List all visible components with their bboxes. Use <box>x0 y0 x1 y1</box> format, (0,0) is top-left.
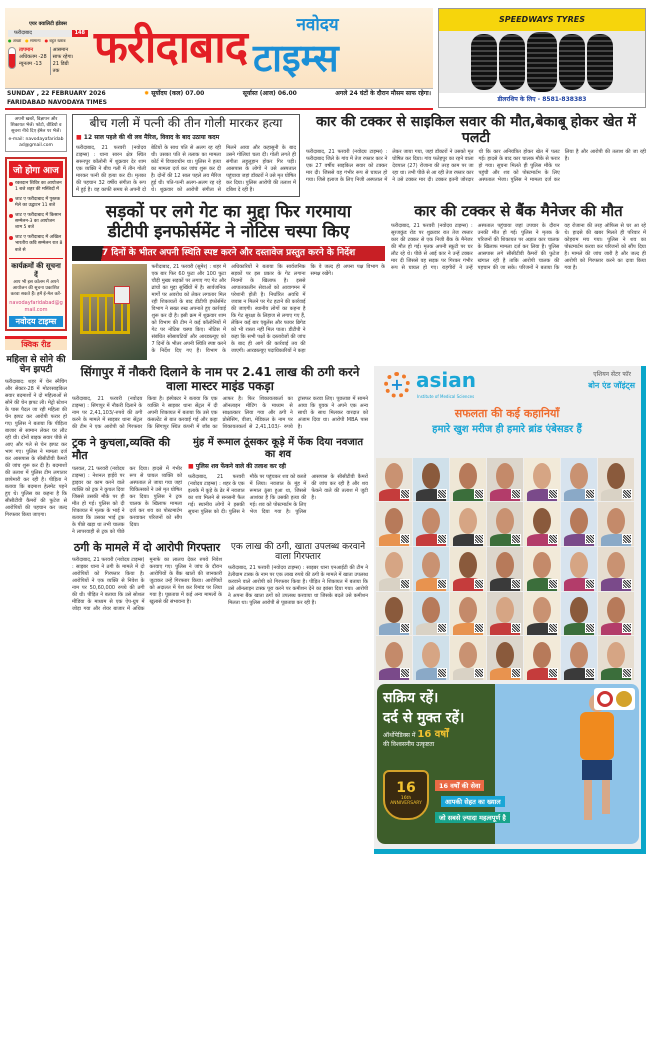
row-bottom <box>72 366 646 854</box>
patient-photo <box>561 458 597 502</box>
masthead-wrap <box>5 8 433 110</box>
aqi-legend-moderate: ● सामान्य <box>25 38 41 43</box>
patient-photo <box>413 547 449 591</box>
face <box>385 642 403 668</box>
aqi-legend-poor: ● बहुत खराब <box>44 38 66 43</box>
patient-photo <box>413 636 449 680</box>
logo-times: टाइम्स <box>252 36 339 80</box>
weather-box <box>8 21 88 75</box>
ad-tagline-1: सफलता की कई कहानियाँ <box>454 406 560 420</box>
aqi-city: फरीदाबाद <box>14 30 32 36</box>
face <box>570 597 588 623</box>
certification-seals <box>594 688 635 710</box>
patient-photo <box>450 592 486 636</box>
face <box>385 508 403 534</box>
weather-note: अगले 24 घंटों के दौरान मौसम साफ रहेगा। <box>335 90 431 97</box>
face <box>459 508 477 534</box>
qr-code-icon <box>622 579 632 589</box>
patient-photo-grid <box>376 458 634 680</box>
speedways-ad[interactable] <box>438 8 646 108</box>
baby-story <box>188 437 368 516</box>
singapore-headline: सिंगापुर में नौकरी दिलाने के नाम पर 2.41 लाख की ठगी करने वाला मास्टर माइंड पकड़ा <box>80 364 360 393</box>
qr-code-icon <box>585 579 595 589</box>
asian-hospital-ad[interactable] <box>374 366 646 854</box>
qr-code-icon <box>474 489 484 499</box>
aqi-legend-good: ● अच्छा <box>8 38 22 43</box>
qr-code-icon <box>548 534 558 544</box>
paper-name: FARIDABAD NAVODAYA TIMES <box>7 99 107 106</box>
patient-photo <box>487 592 523 636</box>
patient-photo <box>524 502 560 546</box>
face <box>607 463 625 489</box>
tyres-image <box>439 31 645 93</box>
baby-body: फरीदाबाद, 21 फरवरी (नवोदय टाइम्स) : शहर के एक इलाके में कूड़े के ढेर में नवजात का शव मिलने से सनसनी फैल गई। स्थानीय लोगों ने इसकी सूचना पुलिस को दी। पुलिस ने मौके पर पहुंचकर शव को कब्जे में लिया। नवजात के मुंह में रूमाल ठूंसा हुआ था, जिससे आशंका है कि उसकी हत्या की गई। शव को पोस्टमार्टम के लिए भेज दिया गया है। पुलिस आसपास के सीसीटीवी कैमरों की जांच कर रही है और शव फेंकने वाले की तलाश में जुटी है। <box>188 474 368 516</box>
face <box>607 552 625 578</box>
center-label: एशियन सेंटर फॉर <box>593 370 631 378</box>
quick-read-label: क्विक रीड <box>5 336 67 350</box>
qr-code-icon <box>622 534 632 544</box>
qr-code-icon <box>622 668 632 678</box>
qr-code-icon <box>400 668 410 678</box>
forecast: आसमान साफ रहेगा। 21 डिग्री तक <box>50 47 76 75</box>
face <box>570 552 588 578</box>
wife-subhead: 12 साल पहले की थी लव मैरिज, विवाद के बाद उठाया कदम <box>83 133 220 141</box>
fraud2-story <box>72 542 222 614</box>
qr-code-icon <box>400 623 410 633</box>
qr-code-icon <box>548 623 558 633</box>
page-body <box>5 114 646 854</box>
qr-code-icon <box>474 623 484 633</box>
qr-code-icon <box>400 579 410 589</box>
chain-story <box>5 355 67 519</box>
face <box>385 597 403 623</box>
patient-photo <box>524 636 560 680</box>
face <box>570 508 588 534</box>
qr-code-icon <box>511 489 521 499</box>
logo-stack <box>253 15 339 81</box>
gate-headline-1: सड़कों पर लगे गेट का मुद्दा फिर गरमाया <box>105 201 352 222</box>
row-top <box>72 114 646 197</box>
patient-photo <box>450 458 486 502</box>
header <box>5 8 646 110</box>
qr-code-icon <box>437 489 447 499</box>
chain-headline: महिला से सोने की चेन झपटी <box>6 355 66 376</box>
notice-email: e-mail: navodayafaridabad@gmail.com <box>8 137 64 148</box>
date-bar <box>5 88 433 110</box>
gate-story <box>72 203 385 360</box>
chain-body: फरीदाबाद: शहर में चेन स्नैचिंग और सेक्टर-28 में मोटरसाइकिल सवार बदमाशों ने दो महिलाओं से सोने की चेन झपट ली। मेट्रो स्टेशन के पास पैदल जा रही महिला की चेन झपट कर आरोपी फरार हो गए। पुलिस ने बताया कि पीड़िता बाजार से सामान लेकर घर लौट रही थी। दोनों बाइक सवार पीछे से आए और गले से चेन झपट कर भाग गए। पुलिस ने मामला दर्ज कर आसपास के सीसीटीवी कैमरों की जांच शुरू कर दी है। बदमाशों की तलाश में पुलिस टीम लगातार छापेमारी कर रही है। पीड़िता ने बताया कि बदमाश हेलमेट पहने हुए थे। पुलिस का कहना है कि सीसीटीवी कैमरों की फुटेज से आरोपियों की पहचान कर जल्द गिरफ्तार किया जाएगा। <box>5 378 67 518</box>
pill-1: 16 वर्षों की सेवा <box>435 780 484 791</box>
sunrise: ✹ सूर्योदय (कल) 07.00 <box>144 90 205 97</box>
truck-body: पलवल, 21 फरवरी (नवोदय टाइम्स) : नेशनल हाईवे पर ड्राइवर का काम करने वाले व्यक्ति को ट्रक ने कुचल दिया जिससे उसकी मौके पर ही मौत हो गई। पुलिस को दी शिकायत में मृतक के भाई ने बताया कि उसका भाई ट्रक के पीछे खड़ा था तभी चालक ने लापरवाही से ट्रक को पीछे कर दिया। हादसे में गंभीर रूप से घायल व्यक्ति को अस्पताल ले जाया गया जहां चिकित्सकों ने उसे मृत घोषित कर दिया। पुलिस ने ट्रक चालक के खिलाफ मामला दर्ज कर शव का पोस्टमार्टम करवाकर परिजनों को सौंप दिया। <box>72 465 182 535</box>
baby-subhead <box>188 463 368 471</box>
qr-code-icon <box>474 534 484 544</box>
events-title: कार्यक्रमों की सूचना दें <box>9 258 63 280</box>
qr-code-icon <box>474 668 484 678</box>
face <box>570 463 588 489</box>
masthead <box>5 8 433 88</box>
patient-photo <box>413 502 449 546</box>
patient-photo <box>487 636 523 680</box>
gate-headline-2: डीटीपी इनफोर्समेंट ने नोटिस चस्पा किए <box>107 222 350 243</box>
patient-photo <box>524 547 560 591</box>
asian-logo-icon: + <box>384 372 410 398</box>
face <box>533 552 551 578</box>
events-email[interactable]: navodayfaridabad@gmail.com <box>9 300 63 314</box>
center-name: बोन एंड जॉइंट्स <box>588 380 635 390</box>
face <box>459 642 477 668</box>
notice-text: अपनी खबरें, विज्ञापन और शिकायत भेजें। फोटो, वीडियो व सूचना नीचे दिए ईमेल पर भेजें। <box>10 117 62 134</box>
qr-code-icon <box>585 623 595 633</box>
face <box>533 463 551 489</box>
ad-phone: डीलरशिप के लिए - 8581-838383 <box>439 93 645 107</box>
fraud-row <box>72 542 368 614</box>
wife-murder-story <box>72 114 300 197</box>
gate-banner: 7 दिनों के भीतर अपनी स्थिति स्पष्ट करने और दस्तावेज प्रस्तुत करने के निर्देश <box>72 246 385 261</box>
qr-code-icon <box>511 534 521 544</box>
today-item: रक्तदान शिविर का आयोजन 1 बजे शहर की मस्जिदों में <box>9 181 63 194</box>
qr-code-icon <box>511 668 521 678</box>
qr-code-icon <box>400 534 410 544</box>
patient-photo <box>376 458 412 502</box>
pill-2: आपकी सेहत का ख्याल <box>441 796 505 807</box>
fraud3-body: फरीदाबाद, 21 फरवरी (नवोदय टाइम्स) : साइबर थाना एनआईटी की टीम ने टेलीग्राम टास्क के नाम पर एक लाख रुपये की ठगी के मामले में खाता उपलब्ध करवाने वाले आरोपी को गिरफ्तार किया है। पीड़ित ने शिकायत में बताया कि उसे ऑनलाइन टास्क पूरा करने पर कमीशन देने का झांसा दिया गया। आरोपी ने अपना बैंक खाता ठगों को उपलब्ध करवाया था जिसके बदले उसे कमीशन मिलता था। पुलिस आरोपी से पूछताछ कर रही है। <box>228 565 368 607</box>
qr-code-icon <box>548 489 558 499</box>
patient-photo <box>376 592 412 636</box>
face <box>533 508 551 534</box>
date: SUNDAY , 22 FEBRUARY 2026 <box>7 90 106 97</box>
years-line <box>383 730 449 749</box>
wife-subhead-box <box>76 134 296 142</box>
face <box>459 463 477 489</box>
face <box>570 642 588 668</box>
patient-photo <box>376 547 412 591</box>
today-item: जाट ए फरीदाबाद में पुस्तक मेले का उद्घाटन 11 बजे <box>9 197 63 210</box>
face <box>496 597 514 623</box>
patient-photo <box>598 502 634 546</box>
singapore-body: फरीदाबाद, 21 फरवरी (नवोदय टाइम्स) : सिंगापुर में नौकरी दिलाने के नाम पर 2,41,103/-रुपये की ठगी करने के मामले में साइबर थाना सेंट्रल की टीम ने एक आरोपी को गिरफ्तार किया है। इंस्पेक्टर ने बताया कि एक व्यक्ति ने साइबर थाना सेंट्रल में दी अपनी शिकायत में बताया कि उसे एक कंसल्टेंट से बात करवाई गई और कहा कि सिंगापुर स्थित कंपनी में जॉब का आफर है। फिर शिकायतकर्ता का ऑनलाइन मीटिंग के माध्यम से साक्षात्कार लिया गया और ठगी ने प्रोसेसिंग, वीजा, मेडिकल के नाम पर शिकायतकर्ता से 2,41,103/- रुपये ट्रांसफर करवा लिए। पूछताछ में सामने आया कि युवक ने अपने एक अन्य साथी के साथ मिलकर वारदात को अंजाम दिया था। आरोपी MBA पास है। <box>72 396 368 431</box>
cycle-story <box>306 114 646 184</box>
patient-photo <box>561 547 597 591</box>
qr-code-icon <box>548 579 558 589</box>
qr-code-icon <box>622 623 632 633</box>
ad-tagline-2: हमारे खुश मरीज ही हमारे ब्रांड एंबेसडर हैं <box>432 423 582 435</box>
patient-photo <box>376 502 412 546</box>
patient-photo <box>598 592 634 636</box>
truck-baby-row <box>72 437 368 535</box>
wife-headline: बीच गली में पत्नी की तीन गोली मारकर हत्या <box>89 116 283 130</box>
face <box>385 552 403 578</box>
bank-body: फरीदाबाद, 21 फरवरी (नवोदय टाइम्स) : सूरजकुंड रोड पर शुक्रवार रात तेज रफ्तार कार की टक्कर से एक निजी बैंक के मैनेजर की मौत हो गई। मृतक अपनी स्कूटी पर घर लौट रहे थे। पीछे से आई कार ने उन्हें टक्कर मार दी जिससे वह सड़क पर गिरकर गंभीर रूप से घायल हो गए। राहगीरों ने उन्हें अस्पताल पहुंचाया जहां उपचार के दौरान उनकी मौत हो गई। पुलिस ने मृतक के परिजनों की शिकायत पर अज्ञात कार चालक के खिलाफ मामला दर्ज कर लिया है। पुलिस आसपास लगे सीसीटीवी कैमरों की फुटेज खंगाल रही है ताकि आरोपी चालक की पहचान की जा सके। परिजनों ने बताया कि वह रोजाना की तरह ऑफिस से घर आ रहे थे। हादसे की खबर मिलते ही परिवार में कोहराम मच गया। पुलिस ने शव का पोस्टमार्टम करवा कर परिजनों को सौंप दिया है। मामले की जांच जारी है और जल्द ही आरोपी को गिरफ्तार करने का दावा किया गया है। <box>391 223 646 272</box>
patient-photo <box>376 636 412 680</box>
cycle-headline: कार की टक्कर से साइकिल सवार की मौत,बेकाबू होकर खेत में पलटी <box>316 114 636 147</box>
sun-icon: ✹ <box>144 90 150 97</box>
qr-code-icon <box>585 489 595 499</box>
fraud2-headline: ठगी के मामले में दो आरोपी गिरफ्तार <box>73 540 221 554</box>
today-title: जो होगा आज <box>9 161 63 178</box>
qr-code-icon <box>548 668 558 678</box>
aqi-label: एयर क्वालिटी इंडेक्स <box>29 21 67 27</box>
qr-code-icon <box>437 668 447 678</box>
face <box>496 463 514 489</box>
patient-photo <box>487 458 523 502</box>
patient-photo <box>413 592 449 636</box>
patient-photo <box>450 547 486 591</box>
face <box>533 642 551 668</box>
patient-photo <box>598 636 634 680</box>
qr-code-icon <box>437 623 447 633</box>
asian-brand-sub: Institute of Medical Sciences <box>417 393 475 399</box>
logo-navodaya: नवोदय <box>296 15 339 35</box>
qr-code-icon <box>585 534 595 544</box>
face <box>607 597 625 623</box>
patient-photo <box>524 592 560 636</box>
today-item: जाट ए फरीदाबाद में किसान सम्मेलन-3 का आयोजन शाम 5 बजे <box>9 213 63 232</box>
events-text: आप भी इस कॉलम में अपने आयोजन की सूचना प्रकाशित करवा सकते हैं। हमें ई-मेल करें- <box>10 280 62 298</box>
bottom-left-stories <box>72 366 368 614</box>
main-content <box>72 114 646 854</box>
face <box>533 597 551 623</box>
years-number: 16 वर्षों <box>417 728 449 740</box>
today-box <box>5 157 67 331</box>
patient-photo <box>561 502 597 546</box>
qr-code-icon <box>400 489 410 499</box>
baby-headline: मुंह में रूमाल ठूंसकर कूड़े में फेंक दिया नवजात का शव <box>192 437 364 460</box>
notice-box <box>5 114 67 152</box>
qr-code-icon <box>437 579 447 589</box>
badge-text: 16th ANNIVERSARY <box>390 795 422 806</box>
gate-columns <box>72 264 385 360</box>
face <box>459 552 477 578</box>
patient-photo <box>524 458 560 502</box>
sunset: सूर्यास्त (आज) 06.00 <box>242 90 297 97</box>
thermometer-icon <box>8 47 16 69</box>
patient-photo <box>561 636 597 680</box>
face <box>459 597 477 623</box>
patient-photo <box>413 458 449 502</box>
patient-photo <box>561 592 597 636</box>
ad-brand: SPEEDWAYS TYRES <box>439 9 645 31</box>
brand-logo: नवोदय टाइम्स <box>9 316 63 327</box>
patient-photo <box>487 502 523 546</box>
qr-code-icon <box>585 668 595 678</box>
qr-code-icon <box>511 623 521 633</box>
face <box>607 508 625 534</box>
patient-photo <box>598 547 634 591</box>
row-middle <box>72 203 646 360</box>
ad-banner-image <box>377 684 639 844</box>
patient-photo <box>598 458 634 502</box>
qr-code-icon <box>474 579 484 589</box>
aqi-value: 148 <box>72 30 88 37</box>
runner-photo <box>572 694 622 834</box>
truck-story <box>72 437 182 535</box>
gate-body: फरीदाबाद, 21 फरवरी (सुमेर) : शहर में एक बार फिर 60 फुटा और 100 फुटा चौड़ी मुख्य सड़कों पर लगाए गए गेट और ढांचों का मुद्दा सुर्खियों में है। सार्वजनिक मार्गों पर अवरोध को लेकर लगातार मिल रही शिकायतों के बाद डीटीपी इंफोर्समेंट विभाग ने सख्त रुख अपनाते हुए कार्रवाई शुरू कर दी है। इसी क्रम में शुक्रवार शाम को विभाग की टीम ने कई कॉलोनियों में गेट पर नोटिस चस्पा किए। नोटिस में संबंधित सोसायटियों और आरडब्ल्यूए को 7 दिनों के भीतर अपनी स्थिति स्पष्ट करने के निर्देश दिए गए हैं। विभाग के अधिकारियों ने बताया कि सार्वजनिक सड़कों पर इस प्रकार के गेट लगाना नियमों के खिलाफ है। इससे आपातकालीन सेवाओं को आवागमन में परेशानी होती है। निर्धारित अवधि में जवाब न मिलने पर गेट हटाने की कार्रवाई की जाएगी। स्थानीय लोगों का कहना है कि गेट सुरक्षा के लिहाज से लगाए गए हैं, लेकिन कई बार एंबुलेंस और फायर ब्रिगेड को भी रास्ता नहीं मिल पाता। डीटीपी ने कहा कि सभी पक्षों के दस्तावेजों की जांच के बाद ही आगे की कार्रवाई तय की जाएगी। आरडब्ल्यूए पदाधिकारियों ने कहा कि वे जल्द ही अपना पक्ष विभाग के समक्ष रखेंगे। <box>151 263 385 354</box>
qr-code-icon <box>622 489 632 499</box>
years-text-2: की विश्वसनीय उत्कृष्टता <box>383 740 435 748</box>
fraud3-story <box>228 542 368 608</box>
fraud2-body: फरीदाबाद, 21 फरवरी (नवोदय टाइम्स) : साइबर थाना ने ठगी के मामले में दो आरोपियों को गिरफ्तार किया है। आरोपियों ने एक व्यक्ति से निवेश के नाम पर 50,60,000 रुपये की ठगी की थी। पीड़ित ने बताया कि उसे सोशल मीडिया के माध्यम से एक ऐप-ग्रुप में जोड़ा गया और शेयर बाजार में अधिक मुनाफे का लालच देकर रुपये निवेश करवाए गए। पुलिस ने जांच के दौरान आरोपियों के बैंक खातों की जानकारी जुटाकर उन्हें गिरफ्तार किया। आरोपियों को अदालत में पेश कर रिमांड पर लिया गया है। पूछताछ में कई अन्य मामलों के खुलासे की संभावना है। <box>72 557 222 613</box>
logo-faridabad: फरीदाबाद <box>94 22 247 73</box>
left-sidebar <box>5 114 67 519</box>
bank-story <box>391 203 646 272</box>
face <box>422 552 440 578</box>
patient-photo <box>450 502 486 546</box>
temp-min: न्यूनतम -13 <box>19 61 42 67</box>
temp-title: तापमान <box>19 47 34 53</box>
baby-subhead-text: पुलिस शव फेंकने वाले की तलाश कर रही <box>195 463 286 471</box>
face <box>496 552 514 578</box>
today-item: जाट ए फरीदाबाद में अखिल भारतीय कवि सम्मेलन रात 8 बजे से <box>9 235 63 254</box>
patient-photo <box>450 636 486 680</box>
slogan-1: सक्रिय रहें। <box>383 689 439 706</box>
temp-max: अधिकतम -28 <box>19 54 47 60</box>
face <box>496 508 514 534</box>
face <box>422 508 440 534</box>
face <box>422 597 440 623</box>
face <box>385 463 403 489</box>
cycle-body: फरीदाबाद, 21 फरवरी (नवोदय टाइम्स) : फरीदाबाद जिले के गांव में तेज रफ्तार कार ने एक 27 वर्षीय साइकिल सवार को टक्कर मार दी। जिससे वह गंभीर रूप से घायल हो गया। जिसे इलाज के लिए निजी अस्पताल में लेकर जाया गया, जहां डॉक्टरों ने उसको मृत घोषित कर दिया। गांव फतेहपुर का रहने वाला देवपाल (27) रोजाना की तरह काम पर जा रहा था। तभी पीछे से आ रही तेज रफ्तार कार ने उसे टक्कर मार दी। टक्कर इतनी जोरदार थी कि कार अनियंत्रित होकर खेत में पलट गई। हादसे के बाद कार चालक मौके से फरार हो गया। सूचना मिलते ही पुलिस मौके पर पहुंची और शव को पोस्टमार्टम के लिए अस्पताल भेजा। पुलिस ने मामला दर्ज कर लिया है और आरोपी की तलाश की जा रही है। <box>306 149 646 184</box>
face <box>422 642 440 668</box>
anniversary-badge: 16 16th ANNIVERSARY <box>383 770 429 820</box>
fraud3-headline: एक लाख की ठगी, खाता उपलब्ध करवाने वाला गिरफ्तार <box>230 541 366 563</box>
face <box>496 642 514 668</box>
qr-code-icon <box>511 579 521 589</box>
face <box>422 463 440 489</box>
patient-photo <box>487 547 523 591</box>
slogan-2: दर्द से मुक्त रहें। <box>383 709 465 726</box>
pill-3: जो सबसे ज़्यादा महत्वपूर्ण है <box>435 812 510 823</box>
bullet-icon: ■ <box>76 133 82 141</box>
qr-code-icon <box>437 534 447 544</box>
bullet-icon: ■ <box>188 463 194 471</box>
face <box>607 642 625 668</box>
bank-headline: कार की टक्कर से बैंक मैनेजर की मौत <box>414 201 623 220</box>
gate-photo <box>72 264 147 360</box>
asian-brand: asian <box>416 367 476 392</box>
truck-headline: ट्रक ने कुचला,व्यक्ति की मौत <box>72 436 170 463</box>
years-text-1: ऑर्थोपेडिक्स में <box>383 731 416 739</box>
singapore-story <box>72 366 368 432</box>
wife-body: फरीदाबाद, 21 फरवरी (नवोदय टाइम्स) : थाना सारन क्षेत्र स्थित सरूरपुर कॉलोनी में शुक्रवार देर शाम एक व्यक्ति ने बीच गली में तीन गोली मारकर पत्नी की हत्या कर दी। मृतका की पहचान 32 वर्षीय संगीता के रूप में हुई है। वह काफी समय से अपनी दो बेटियों के साथ पति से अलग रह रही थी। उसका पति से तलाक का मामला कोर्ट में विचाराधीन था। पुलिस ने हत्या का मामला दर्ज कर जांच शुरू कर दी है। दोनों की 12 साल पहले लव मैरिज हुई थी। पति-पत्नी अलग-अलग रह रहे थे। शुक्रवार को आरोपी संगीता से मिलने आया और कहासुनी के बाद उसने गोलियां चला दीं। गोली लगते ही संगीता लहूलुहान होकर गिर पड़ी। आसपास के लोगों ने उसे अस्पताल पहुंचाया जहां डॉक्टरों ने उसे मृत घोषित कर दिया। पुलिस आरोपी की तलाश में दबिश दे रही है। <box>76 144 296 193</box>
